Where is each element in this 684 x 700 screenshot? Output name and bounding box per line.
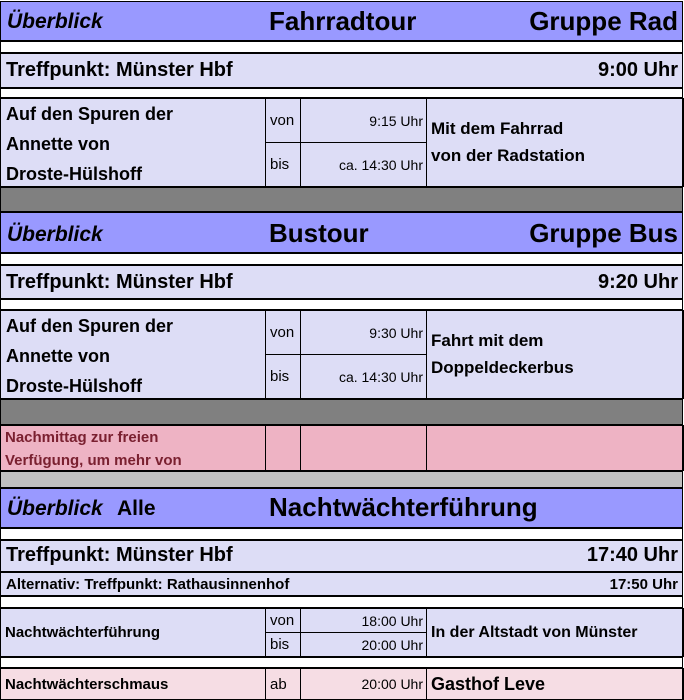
bus-header — [0, 212, 683, 253]
night-tour-description: In der Altstadt von Münster — [426, 608, 684, 657]
afternoon-empty-cell — [265, 425, 301, 471]
spacer — [0, 596, 683, 608]
afternoon-empty-cell — [426, 425, 684, 471]
afternoon-empty-cell — [300, 425, 427, 471]
night-alt-time: 17:50 Uhr — [609, 576, 678, 593]
night-feast-label: Nachtwächterschmaus — [0, 668, 266, 700]
separator-bar — [0, 399, 683, 425]
night-tour-label: Nachtwächterführung — [0, 608, 266, 657]
separator-bar — [0, 471, 683, 488]
night-all: Alle — [117, 497, 156, 520]
afternoon-text: Nachmittag zur freien Verfügung, um mehr von — [0, 425, 266, 471]
fahrrad-title: Fahrradtour — [269, 6, 417, 36]
bus-meeting-time: 9:20 Uhr — [597, 271, 678, 293]
night-title: Nachtwächterführung — [269, 492, 538, 522]
fahrrad-program-block — [0, 98, 683, 187]
bus-to-time: ca. 14:30 Uhr — [300, 354, 427, 399]
night-to-time: 20:00 Uhr — [300, 632, 427, 657]
spacer — [0, 299, 683, 310]
spacer — [0, 528, 683, 540]
night-alt-meeting-row — [0, 572, 683, 596]
bus-title: Bustour — [269, 218, 369, 248]
bus-group: Gruppe Bus — [529, 218, 678, 248]
spacer — [0, 88, 683, 98]
fahrrad-group: Gruppe Rad — [529, 6, 678, 36]
spacer — [0, 253, 683, 265]
fahrrad-ueberblick: Überblick — [7, 10, 103, 33]
night-feast-time: 20:00 Uhr — [300, 668, 427, 700]
night-meeting-time: 17:40 Uhr — [586, 544, 678, 566]
bus-meeting-label: Treffpunkt: Münster Hbf — [6, 271, 233, 293]
night-feast-row — [0, 668, 683, 700]
fahrrad-to-time: ca. 14:30 Uhr — [300, 142, 427, 187]
night-to-label: bis — [265, 632, 301, 657]
night-ueberblick: Überblick — [7, 497, 103, 520]
night-from-label: von — [265, 608, 301, 633]
spacer — [0, 41, 683, 53]
bus-from-time: 9:30 Uhr — [300, 310, 427, 355]
afternoon-row — [0, 425, 683, 471]
fahrrad-meeting-row — [0, 53, 683, 88]
night-feast-place: Gasthof Leve — [426, 668, 684, 700]
night-meeting-label: Treffpunkt: Münster Hbf — [6, 544, 233, 566]
night-header — [0, 488, 683, 528]
night-meeting-row — [0, 540, 683, 572]
fahrrad-meeting-time: 9:00 Uhr — [597, 59, 678, 81]
fahrrad-header — [0, 1, 683, 41]
bus-description: Fahrt mit dem Doppeldeckerbus — [426, 310, 684, 399]
fahrrad-meeting-label: Treffpunkt: Münster Hbf — [6, 59, 233, 81]
bus-to-label: bis — [265, 354, 301, 399]
bus-meeting-row — [0, 265, 683, 299]
fahrrad-program-title: Auf den Spuren der Annette von Droste-Hülshoff — [0, 98, 266, 187]
bus-from-label: von — [265, 310, 301, 355]
bus-program-title: Auf den Spuren der Annette von Droste-Hülshoff — [0, 310, 266, 399]
fahrrad-from-label: von — [265, 98, 301, 143]
fahrrad-from-time: 9:15 Uhr — [300, 98, 427, 143]
bus-ueberblick: Überblick — [7, 223, 103, 246]
separator-bar — [0, 187, 683, 212]
night-feast-from-label: ab — [265, 668, 301, 700]
night-alt-label: Alternativ: Treffpunkt: Rathausinnenhof — [6, 576, 290, 593]
bus-program-block — [0, 310, 683, 399]
night-tour-row — [0, 608, 683, 657]
night-from-time: 18:00 Uhr — [300, 608, 427, 633]
fahrrad-description: Mit dem Fahrrad von der Radstation — [426, 98, 684, 187]
spacer — [0, 657, 683, 668]
fahrrad-to-label: bis — [265, 142, 301, 187]
